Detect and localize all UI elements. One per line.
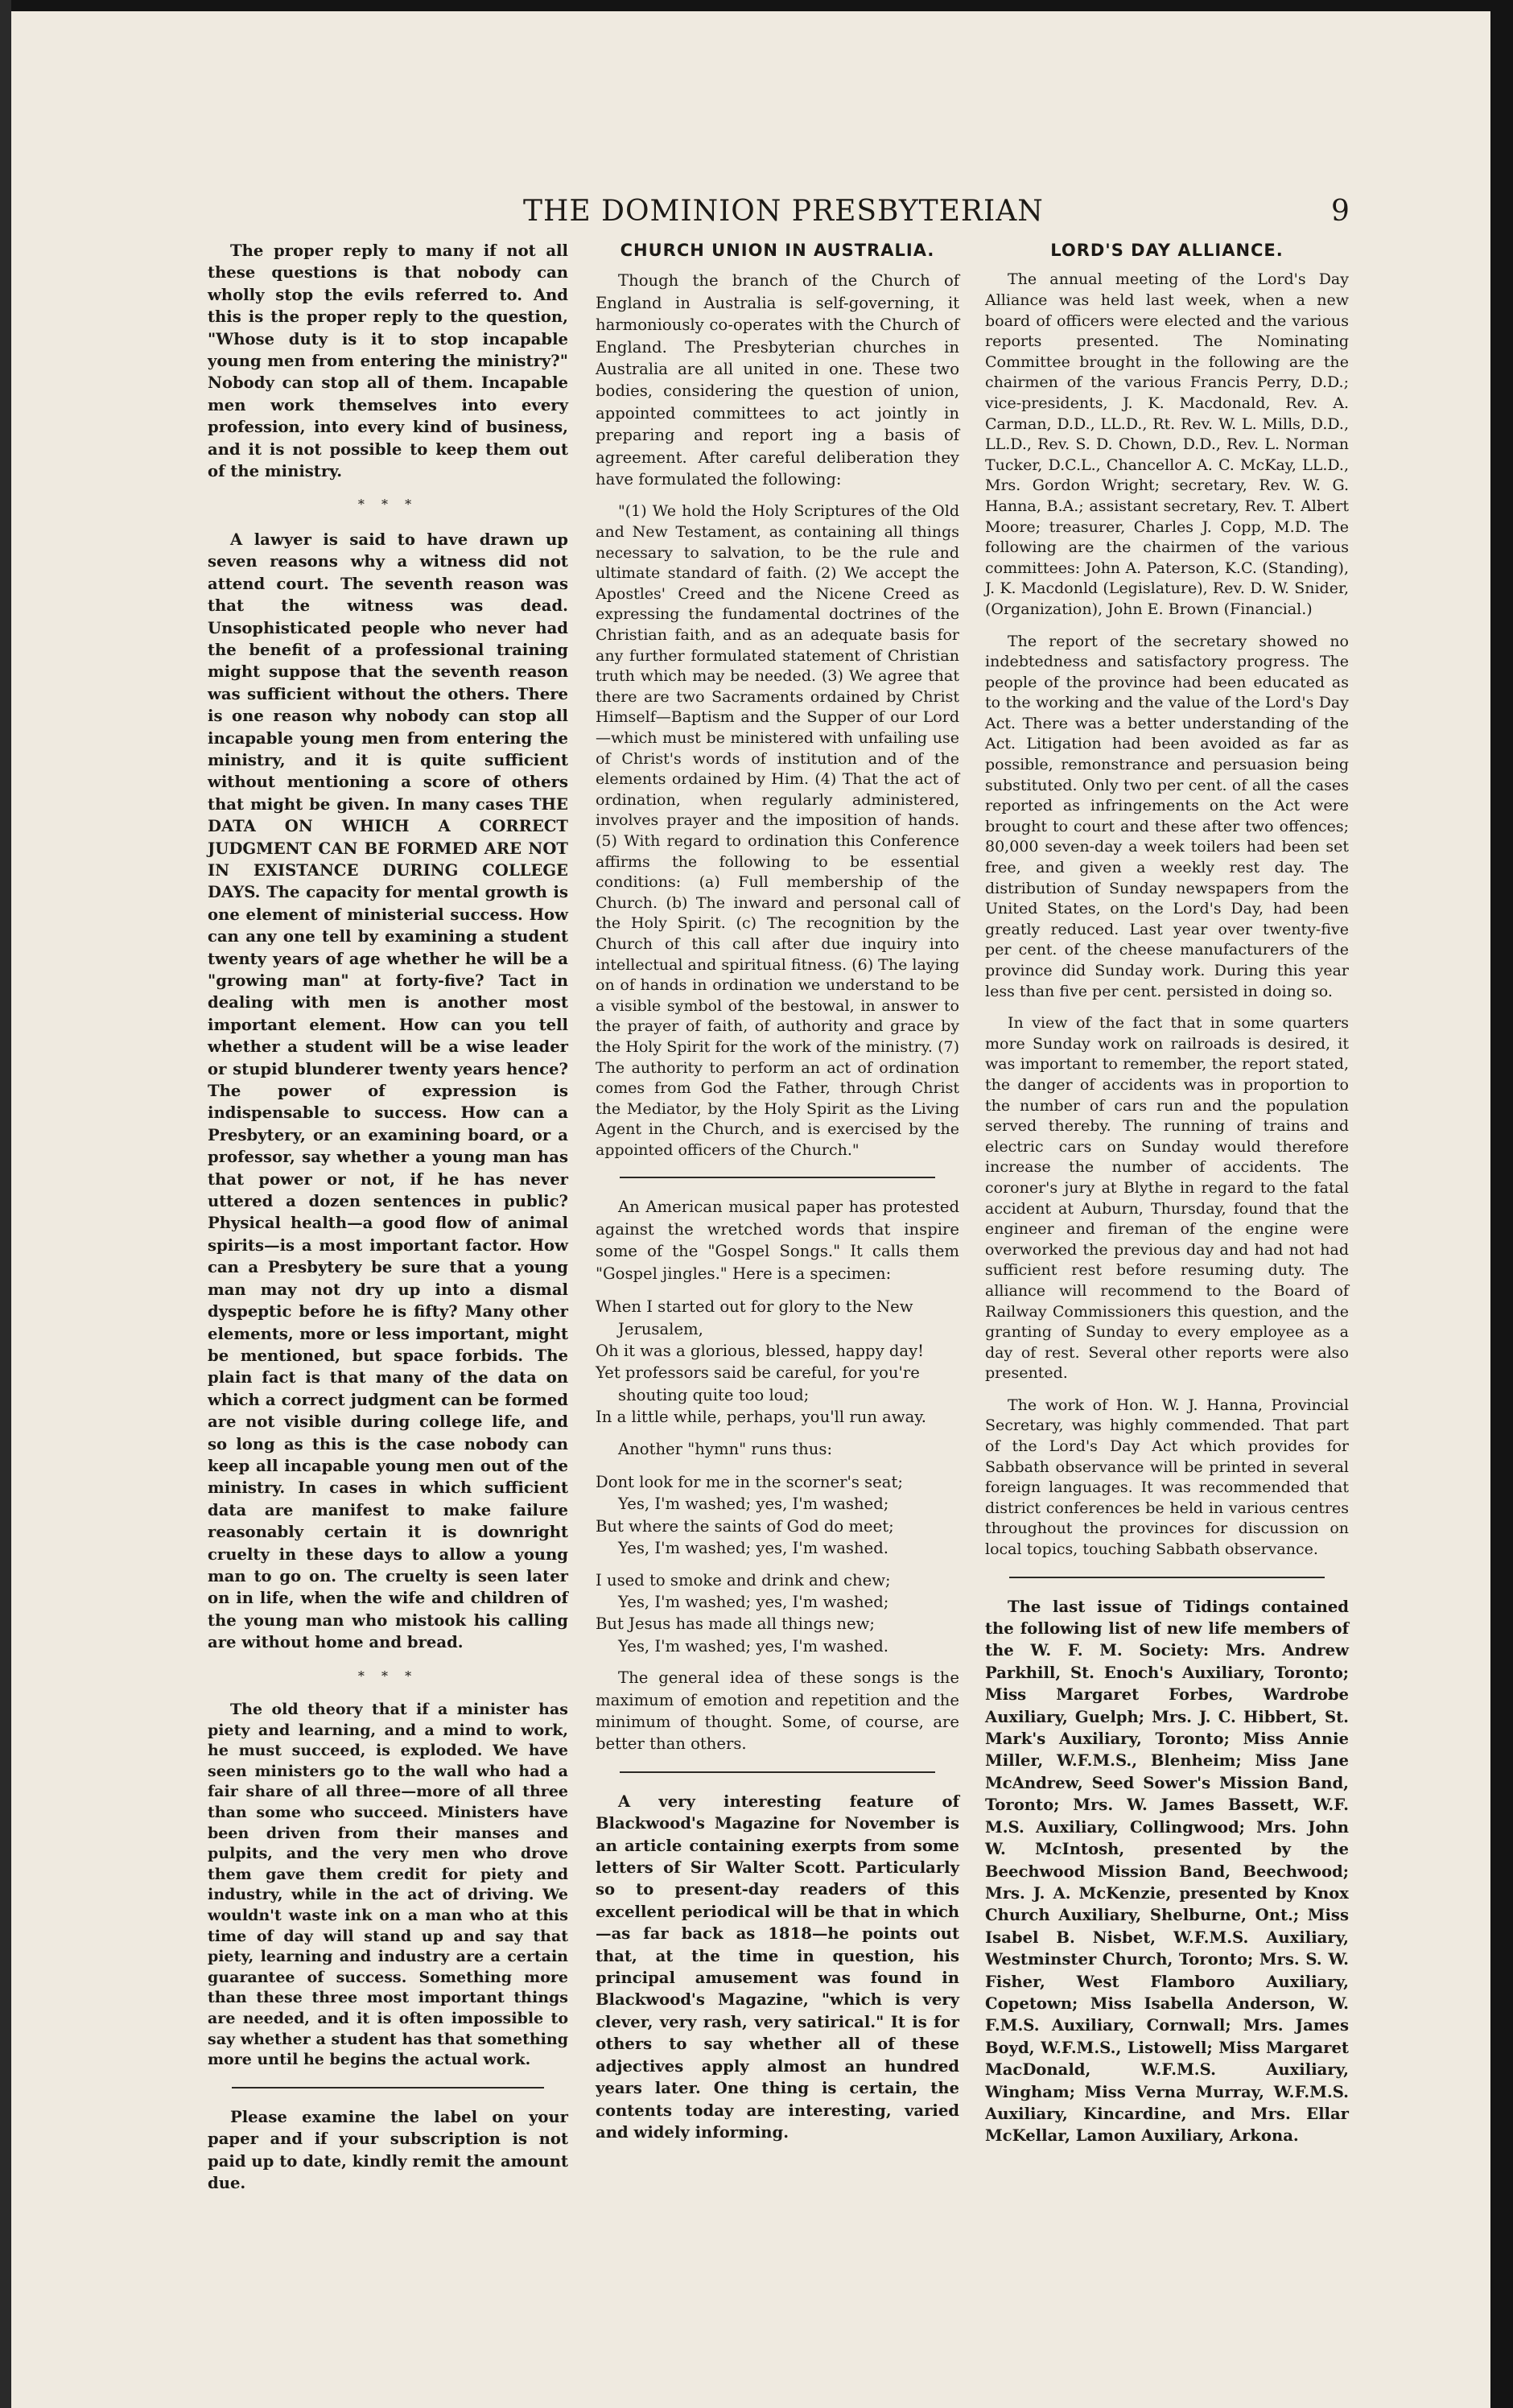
article-paragraph: The report of the secretary showed no indebtedness and satisfactory progress. The people of the province had been educated as to the working and the value of the Lord's Day Act. There was a better understanding of the Act. Litigation had been avoided as far as possible, remonstrance and persuasion being substituted. Only two per cent. of all the cases reported as infringements on the Act were brought to court and these after two offences; 80,000 seven-day a week toilers had been set free, and given a weekly rest day. The distribution of Sunday newspapers from the United States, on the Lord's Day, had been greatly reduced. Last year over twenty-five per cent. of the cheese manufacturers of the province did Sunday work. During this year less than five per cent. persisted in doing so. <box>985 632 1349 1000</box>
article-paragraph: "(1) We hold the Holy Scriptures of the Old and New Testament, as containing all things necessary to salvation, to be the rule and ultimate standard of faith. (2) We accept the Apostles' Creed and the Nicene Creed as expressing the fundamental doctrines of the Christian faith, and as an adequate basis for any further formulated statement of Christian truth which may be needed. (3) We agree that there are two Sacraments ordained by Christ Himself—Baptism and the Supper of our Lord—which must be ministered with unfailing use of Christ's words of institution and of the elements ordained by Him. (4) That the act of ordination, when regularly administered, involves prayer and the imposition of hands. (5) With regard to ordination this Conference affirms the following to be essential conditions: (a) Full membership of the Church. (b) The inward and personal call of the Holy Spirit. (c) The recognition by the Church of this call after due inquiry into intellectual and spiritual fitness. (6) The laying on of hands in ordination we understand to be a visible symbol of the bestowal, in answer to the prayer of faith, of authority and grace by the Holy Spirit for the work of the ministry. (7) The authority to perform an act of ordination comes from God the Father, through Christ the Mediator, by the Holy Spirit as the Living Agent in the Church, and is exercised by the appointed officers of the Church." <box>596 502 959 1159</box>
article-heading: LORD'S DAY ALLIANCE. <box>1050 241 1284 260</box>
article-paragraph: The work of Hon. W. J. Hanna, Provincial Secretary, was highly commended. That part of the Lord's Day Act which provides for Sabbath observance will be printed in several foreign languages. It was recommended that district conferences be held in various centres throughout the provinces for discussion on local topics, touching Sabbath observance. <box>985 1396 1349 1559</box>
verse-line: Yet professors said be careful, for you're shouting quite too loud; <box>596 1363 920 1404</box>
divider-rule <box>620 1771 935 1773</box>
divider-rule <box>620 1177 935 1178</box>
verse-line: Yes, I'm washed; yes, I'm washed; <box>618 1592 889 1611</box>
section-divider-stars: * * * <box>357 1668 418 1684</box>
article-paragraph: A lawyer is said to have drawn up seven reasons why a witness did not attend court. The seventh reason was that the witness was dead. Unsophisticated people who never had the benefit of a professional training might suppose that the seventh reason was sufficient without the others. There is one reason why nobody can stop all incapable young men from entering the ministry, and it is quite sufficient without mentioning a score of others that might be given. In many cases THE DATA ON WHICH A CORRECT JUDGMENT CAN BE FORMED ARE NOT IN EXISTANCE DURING COLLEGE DAYS. The capacity for mental growth is one element of ministerial success. How can any one tell by examining a student twenty years of age whether he will be a "growing man" at forty-five? Tact in dealing with men is another most important element. How can you tell whether a student will be a wise leader or stupid blunderer twenty years hence? The power of expression is indispensable to success. How can a Presbytery, or an examining board, or a professor, say whether a young man has that power or not, if he has never uttered a dozen sentences in public? Physical health—a good flow of animal spirits—is a most important factor. How can a Presbytery be sure that a young man may not dry up into a dismal dyspeptic before he is fifty? Many other elements, more or less important, might be mentioned, but space forbids. The plain fact is that many of the data on which a correct judgment can be formed are not visible during college life, and so long as this is the case nobody can keep all incapable young men out of the ministry. In cases in which sufficient data are manifest to make failure reasonably certain it is downright cruelty in these days to allow a young man to go on. The cruelty is seen later on in life, when the wife and children of the young man who mistook his calling are without home and bread. <box>208 530 568 1652</box>
verse-stanza <box>596 1296 959 1428</box>
verse-line: But Jesus has made all things new; <box>596 1614 875 1634</box>
verse-stanza <box>596 1471 959 1560</box>
column-right <box>985 240 1349 2159</box>
column-left <box>208 240 568 2205</box>
verse-line: When I started out for glory to the New Jerusalem, <box>596 1297 913 1338</box>
article-paragraph: A very interesting feature of Blackwood's Magazine for November is an article containing exerpts from some letters of Sir Walter Scott. Particularly so to present-day readers of this excellent periodical will be that in which—as far back as 1818—he points out that, at the time in question, his principal amusement was found in Blackwood's Magazine, "which is very clever, very rash, very satirical." It is for others to say whether all of these adjectives apply almost an hundred years later. One thing is certain, the contents today are interesting, varied and widely informing. <box>596 1792 959 2142</box>
verse-stanza <box>596 1569 959 1658</box>
article-paragraph: The old theory that if a minister has piety and learning, and a mind to work, he must succeed, is exploded. We have seen ministers go to the wall who had a fair share of all three—more of all three than some who succeed. Ministers have been driven from their manses and pulpits, and the very men who drove them gave them credit for piety and industry, while in the act of driving. We wouldn't waste ink on a man who at this time of day will stand up and say that piety, learning and industry are a certain guarantee of success. Something more than these three most important things are needed, and it is often impossible to say whether a student has that something more until he begins the actual work. <box>208 1701 568 2069</box>
scan-border-right <box>1490 0 1513 2408</box>
scan-border-top <box>0 0 1513 11</box>
verse-line: In a little while, perhaps, you'll run away. <box>596 1408 926 1427</box>
verse-intro: Another "hymn" runs thus: <box>618 1439 833 1458</box>
article-paragraph: The last issue of Tidings contained the following list of new life members of the W. F. M. Society: Mrs. Andrew Parkhill, St. Enoch's Auxiliary, Toronto; Miss Margaret Forbes, Wardrobe Auxiliary, Guelph; Mrs. J. C. Hibbert, St. Mark's Auxiliary, Toronto; Miss Annie Miller, W.F.M.S., Blenheim; Miss Jane McAndrew, Seed Sower's Mission Band, Toronto; Mrs. W. James Bassett, W.F. M.S. Auxiliary, Collingwood; Mrs. John W. McIntosh, presented by the Beechwood Mission Band, Beechwood; Mrs. J. A. McKenzie, presented by Knox Church Auxiliary, Shelburne, Ont.; Miss Isabel B. Nisbet, W.F.M.S. Auxiliary, Westminster Church, Toronto; Mrs. S. W. Fisher, West Flamboro Auxiliary, Copetown; Miss Isabella Anderson, W. F.M.S. Auxiliary, Cornwall; Mrs. James Boyd, W.F.M.S., Listowell; Miss Margaret MacDonald, W.F.M.S. Auxiliary, Wingham; Miss Verna Murray, W.F.M.S. Auxiliary, Kincardine, and Mrs. Ellar McKellar, Lamon Auxiliary, Arkona. <box>985 1597 1349 2146</box>
divider-rule <box>232 2087 544 2088</box>
article-paragraph: The proper reply to many if not all these questions is that nobody can wholly stop the evils referred to. And this is the proper reply to the question, "Whose duty is it to stop incapable young men from entering the ministry?" Nobody can stop all of them. Incapable men work themselves into every profession, into every kind of business, and it is not possible to keep them out of the ministry. <box>208 241 568 481</box>
article-paragraph: An American musical paper has protested against the wretched words that inspire some of the "Gospel Songs." It calls them "Gospel jingles." Here is a specimen: <box>596 1198 959 1283</box>
scan-border-left <box>0 0 11 2408</box>
page-header <box>0 195 1513 235</box>
verse-line: Dont look for me in the scorner's seat; <box>596 1472 903 1491</box>
verse-line: Oh it was a glorious, blessed, happy day! <box>596 1341 925 1360</box>
verse-line: But where the saints of God do meet; <box>596 1516 894 1536</box>
subscription-notice: Please examine the label on your paper and if your subscription is not paid up to date, kindly remit the amount due. <box>208 2107 568 2192</box>
verse-line: Yes, I'm washed; yes, I'm washed. <box>618 1539 888 1558</box>
article-paragraph: The general idea of these songs is the maximum of emotion and repetition and the minimum of thought. Some, of course, are better than others. <box>596 1668 959 1754</box>
page-number: 9 <box>1331 195 1350 228</box>
article-paragraph: Though the branch of the Church of England in Australia is self-governing, it harmoniously co-operates with the Church of England. The Presbyterian churches in Australia are all united in one. These two bodies, considering the question of union, appointed committees to act jointly in preparing and report ing a basis of agreement. After careful deliberation they have formulated the following: <box>596 271 959 489</box>
article-paragraph: In view of the fact that in some quarters more Sunday work on railroads is desired, it was important to remember, the report stated, the danger of accidents was in proportion to the number of cars run and the population served thereby. The running of trains and electric cars on Sunday would therefore increase the number of accidents. The coroner's jury at Blythe in regard to the fatal accident at Auburn, Thursday, found that the engineer and fireman of the engine were overworked the previous day and had not had sufficient rest before resuming duty. The alliance will recommend to the Board of Railway Commissioners this question, and the granting of Sunday to every employee as a day of rest. Several other reports were also presented. <box>985 1014 1349 1383</box>
publication-title: THE DOMINION PRESBYTERIAN <box>523 195 1044 228</box>
article-heading: CHURCH UNION IN AUSTRALIA. <box>620 241 935 260</box>
verse-line: Yes, I'm washed; yes, I'm washed; <box>618 1495 889 1514</box>
article-paragraph: The annual meeting of the Lord's Day Alliance was held last week, when a new board of officers were elected and the various reports presented. The Nominating Committee brought in the following are the chairmen of the various Francis Perry, D.D.; vice-presidents, J. K. Macdonald, Rev. A. Carman, D.D., LL.D., Rt. Rev. W. L. Mills, D.D., LL.D., Rev. S. D. Chown, D.D., Rev. L. Norman Tucker, D.C.L., Chancellor A. C. McKay, LL.D., Mrs. Gordon Wright; secretary, Rev. W. G. Hanna, B.A.; assistant secretary, Rev. T. Albert Moore; treasurer, Charles J. Copp, M.D. The following are the chairmen of the various committees: John A. Paterson, K.C. (Standing), J. K. Macdonld (Legislature), Rev. D. W. Snider, (Organization), John E. Brown (Financial.) <box>985 270 1349 618</box>
verse-line: Yes, I'm washed; yes, I'm washed. <box>618 1636 888 1656</box>
column-middle <box>596 240 959 2154</box>
section-divider-stars: * * * <box>357 497 418 513</box>
divider-rule <box>1009 1577 1325 1578</box>
verse-line: I used to smoke and drink and chew; <box>596 1570 891 1590</box>
